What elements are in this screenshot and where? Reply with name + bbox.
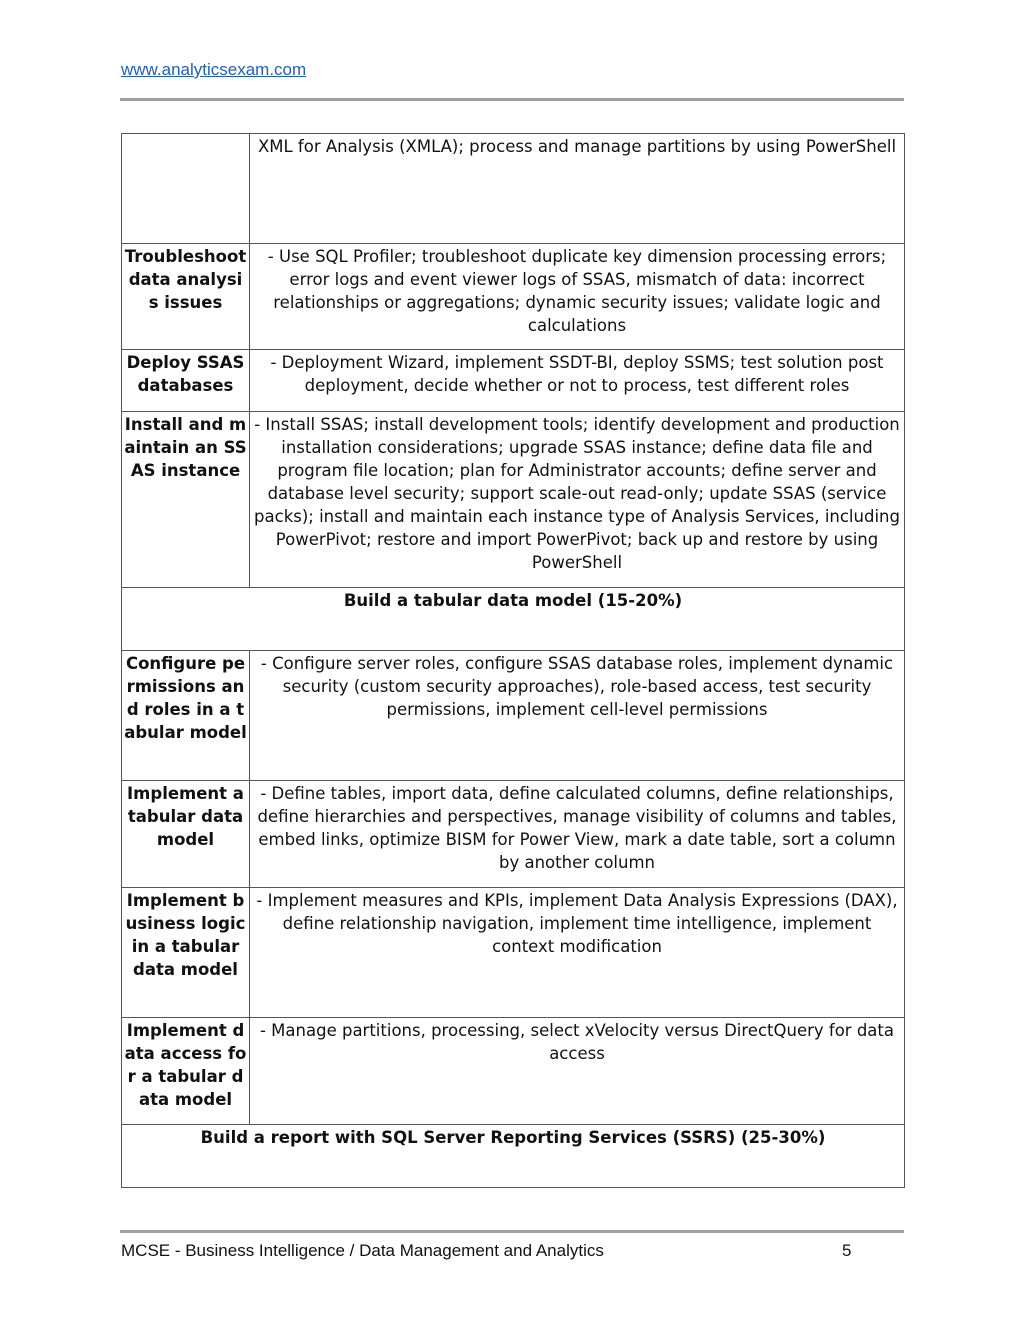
detail-cell: - Use SQL Profiler; troubleshoot duplicate key dimension processing errors; error logs and event viewer logs of SSAS, mismatch of data: incorrect relationships or aggregations; dynamic security issues; validate logic and calculations [250,244,905,350]
section-heading-row [122,588,905,651]
table-row [122,888,905,1018]
section-heading: Build a report with SQL Server Reporting Services (SSRS) (25-30%) [122,1125,905,1188]
site-url-link[interactable]: www.analyticsexam.com [121,60,307,79]
table-row [122,412,905,588]
detail-cell: - Define tables, import data, define calculated columns, define relationships, define hierarchies and perspectives, manage visibility of columns and tables, embed links, optimize BISM for Power View, mark a date table, sort a column by another column [250,781,905,888]
topic-cell [122,134,250,244]
table-row [122,244,905,350]
footer-divider [120,1230,904,1233]
table-row [122,350,905,412]
topic-cell: Deploy SSAS databases [122,350,250,412]
section-heading-row [122,1125,905,1188]
detail-cell: - Manage partitions, processing, select xVelocity versus DirectQuery for data access [250,1018,905,1125]
topic-cell: Implement business logic in a tabular data model [122,888,250,1018]
topic-cell: Troubleshoot data analysis issues [122,244,250,350]
detail-cell: - Configure server roles, configure SSAS database roles, implement dynamic security (custom security approaches), role-based access, test security permissions, implement cell-level permissions [250,651,905,781]
topic-cell: Implement a tabular data model [122,781,250,888]
topic-cell: Configure permissions and roles in a tabular model [122,651,250,781]
detail-cell: XML for Analysis (XMLA); process and manage partitions by using PowerShell [250,134,905,244]
page-number: 5 [842,1241,852,1260]
table-row [122,1018,905,1125]
detail-cell: - Implement measures and KPIs, implement Data Analysis Expressions (DAX), define relationship navigation, implement time intelligence, implement context modification [250,888,905,1018]
topic-cell: Implement data access for a tabular data model [122,1018,250,1125]
footer-title: MCSE - Business Intelligence / Data Management and Analytics [121,1241,604,1260]
exam-objectives-table [121,133,905,1188]
table-row [122,781,905,888]
table-row [122,651,905,781]
detail-cell: - Deployment Wizard, implement SSDT-BI, deploy SSMS; test solution post deployment, decide whether or not to process, test different roles [250,350,905,412]
table-row [122,134,905,244]
detail-cell: - Install SSAS; install development tools; identify development and production installation considerations; upgrade SSAS instance; define data file and program file location; plan for Administrator accounts; define server and database level security; support scale-out read-only; update SSAS (service packs); install and maintain each instance type of Analysis Services, including PowerPivot; restore and import PowerPivot; back up and restore by using PowerShell [250,412,905,588]
section-heading: Build a tabular data model (15-20%) [122,588,905,651]
topic-cell: Install and maintain an SSAS instance [122,412,250,588]
header-divider [120,98,904,101]
